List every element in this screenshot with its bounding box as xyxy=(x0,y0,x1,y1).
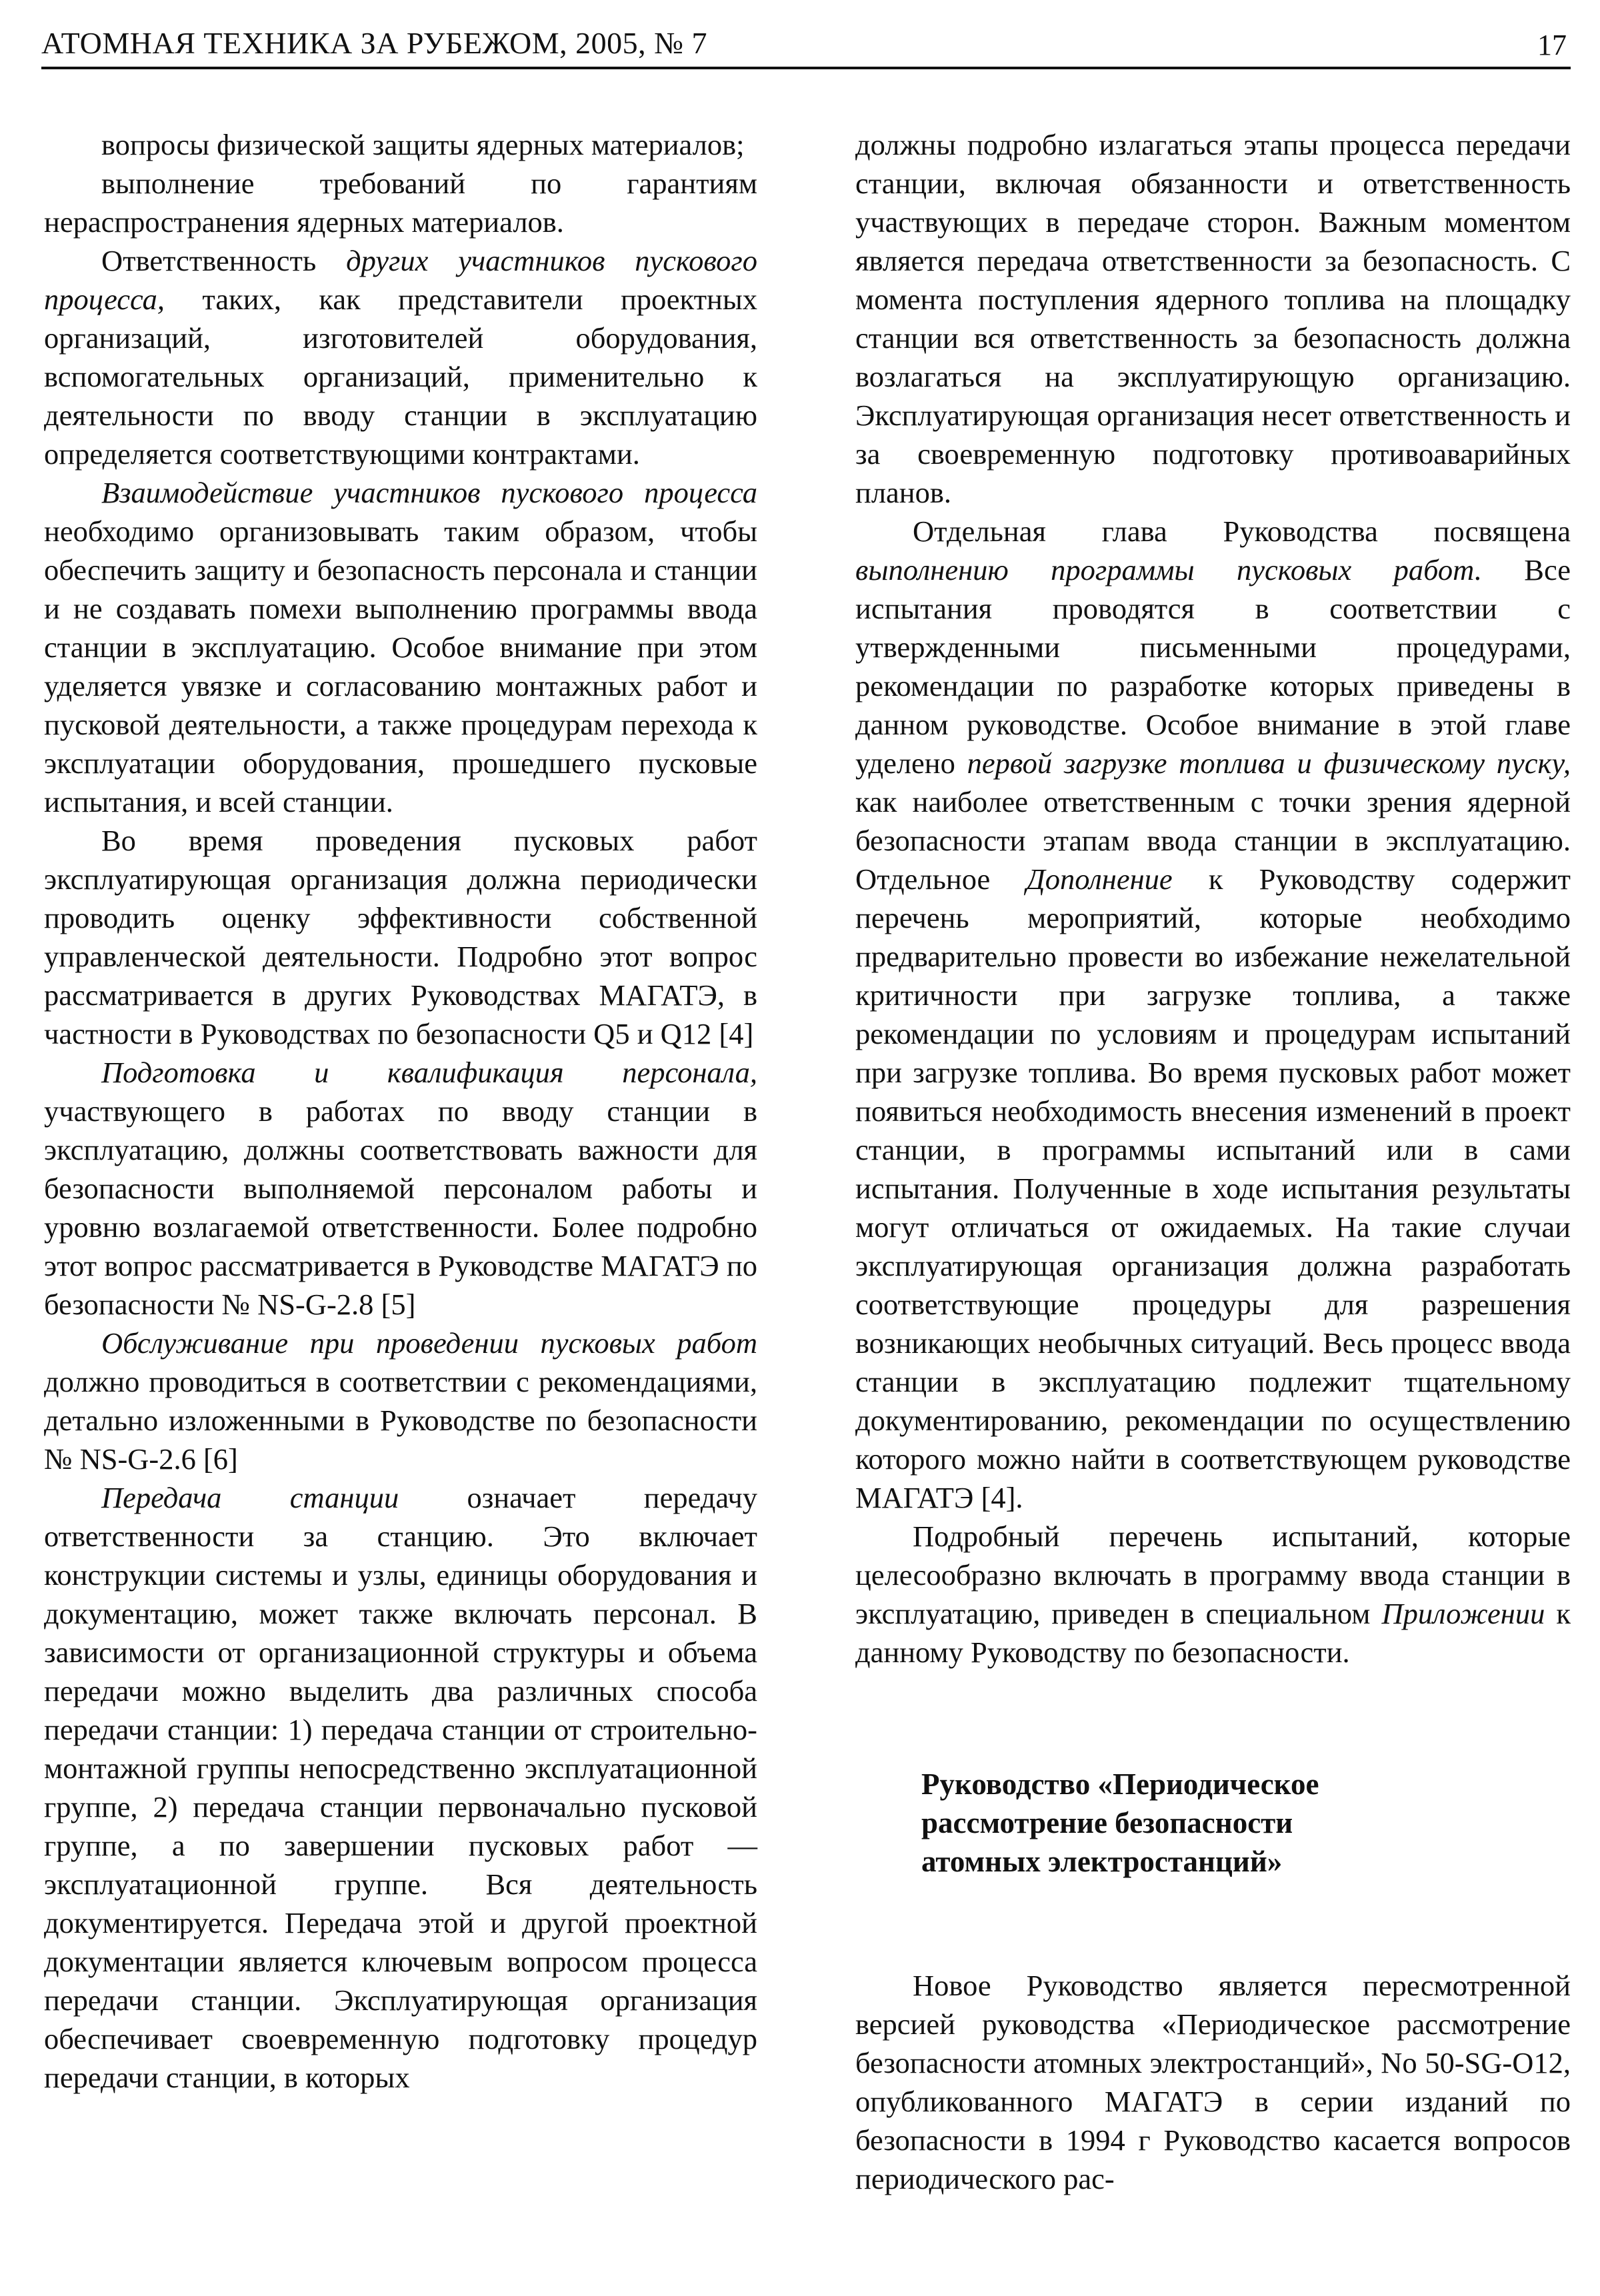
paragraph: Ответственность других участников пускового процесса, таких, как представители проектных организаций, изготовителей оборудования, вспомогательных организаций, применительно к деятельности по вводу станции в эксплуатацию определяется соответствующими контрактами. xyxy=(44,244,757,471)
paragraph: вопросы физической защиты ядерных материалов; xyxy=(101,128,745,161)
paragraph: Обслуживание при проведении пусковых работ должно проводиться в соответствии с рекомендациями, детально изложенными в Руководстве по безопасности № NS-G-2.6 [6] xyxy=(44,1326,757,1476)
section-title: Руководство «Периодическое рассмотрение безопасности атомных электростанций» xyxy=(921,1767,1319,1878)
journal-title: АТОМНАЯ ТЕХНИКА ЗА РУБЕЖОМ, 2005, № 7 xyxy=(41,26,708,60)
left-column xyxy=(44,125,757,2097)
paragraph: должны подробно излагаться этапы процесса передачи станции, включая обязанности и ответственность участвующих в передаче сторон. Важным моментом является передача ответственности за безопасность. С момента поступления ядерного топлива на площадку станции вся ответственность за безопасность должна возлагаться на эксплуатирующую организацию. Эксплуатирующая организация несет ответственность и за своевременную подготовку противоаварийных планов. xyxy=(855,128,1571,509)
paragraph: выполнение требований по гарантиям нераспространения ядерных материалов. xyxy=(44,167,757,239)
paragraph: Отдельная глава Руководства посвящена выполнению программы пусковых работ. Все испытания проводятся в соответствии с утвержденными письменными процедурами, рекомендации по разработке которых приведены в данном руководстве. Особое внимание в этой главе уделено первой загрузке топлива и физическому пуску, как наиболее ответственным с точки зрения ядерной безопасности этапам ввода станции в эксплуатацию. Отдельное Дополнение к Руководству содержит перечень мероприятий, которые необходимо предварительно провести во избежание нежелательной критичности при загрузке топлива, а также рекомендации по условиям и процедурам испытаний при загрузке топлива. Во время пусковых работ может появиться необходимость внесения изменений в проект станции, в программы испытаний или в сами испытания. Полученные в ходе испытания результаты могут отличаться от ожидаемых. На такие случаи эксплуатирующая организация должна разработать соответствующие процедуры для разрешения возникающих необычных ситуаций. Весь процесс ввода станции в эксплуатацию подлежит тщательному документированию, рекомендации по осуществлению которого можно найти в соответствующем руководстве МАГАТЭ [4]. xyxy=(855,515,1571,1514)
emphasis: первой загрузке топлива и физическому пуску, xyxy=(967,746,1571,780)
page-number: 17 xyxy=(1537,29,1567,61)
emphasis: Взаимодействие участников пускового процесса xyxy=(101,476,757,509)
paragraph: Подготовка и квалификация персонала, участвующего в работах по вводу станции в эксплуатацию, должны соответствовать важности для безопасности выполняемой персоналом работы и уровню возлагаемой ответственности. Более подробно этот вопрос рассматривается в Руководстве МАГАТЭ по безопасности № NS-G-2.8 [5] xyxy=(44,1056,757,1321)
page-header xyxy=(41,20,1571,69)
emphasis: Передача станции xyxy=(101,1481,399,1514)
paragraph: Передача станции означает передачу ответственности за станцию. Это включает конструкции системы и узлы, единицы оборудования и документацию, может также включать персонал. В зависимости от организационной структуры и объема передачи можно выделить два различных способа передачи станции: 1) передача станции от строительно-монтажной группы непосредственно эксплуатационной группе, 2) передача станции первоначально пусковой группе, а по завершении пусковых работ — эксплуатационной группе. Вся деятельность документируется. Передача этой и другой проектной документации является ключевым вопросом процесса передачи станции. Эксплуатирующая организация обеспечивает своевременную подготовку процедур передачи станции, в которых xyxy=(44,1481,757,2094)
paragraph: Новое Руководство является пересмотренной версией руководства «Периодическое рассмотрение безопасности атомных электростанций», No 50-SG-O12, опубликованного МАГАТЭ в серии изданий по безопасности в 1994 г Руководство касается вопросов периодического рас- xyxy=(855,1969,1571,2195)
emphasis: Приложении xyxy=(1381,1597,1545,1630)
emphasis: других участников пускового процесса, xyxy=(44,244,757,316)
right-column xyxy=(855,125,1571,2198)
emphasis: Дополнение xyxy=(1026,862,1173,896)
emphasis: выполнению программы пусковых работ. xyxy=(855,553,1482,586)
paragraph: Подробный перечень испытаний, которые целесообразно включать в программу ввода станции в эксплуатацию, приведен в специальном Приложении к данному Руководству по безопасности. xyxy=(855,1520,1571,1669)
paragraph: Взаимодействие участников пускового процесса необходимо организовывать таким образом, чтобы обеспечить защиту и безопасность персонала и станции и не создавать помехи выполнению программы ввода станции в эксплуатацию. Особое внимание при этом уделяется увязке и согласованию монтажных работ и пусковой деятельности, а также процедурам перехода к эксплуатации оборудования, прошедшего пусковые испытания, и всей станции. xyxy=(44,476,757,818)
emphasis: Обслуживание при проведении пусковых работ xyxy=(101,1326,757,1360)
paragraph: Во время проведения пусковых работ эксплуатирующая организация должна периодически проводить оценку эффективности собственной управленческой деятельности. Подробно этот вопрос рассматривается в других Руководствах МАГАТЭ, в частности в Руководствах по безопасности Q5 и Q12 [4] xyxy=(44,824,757,1050)
emphasis: Подготовка и квалификация персонала, xyxy=(101,1056,757,1089)
